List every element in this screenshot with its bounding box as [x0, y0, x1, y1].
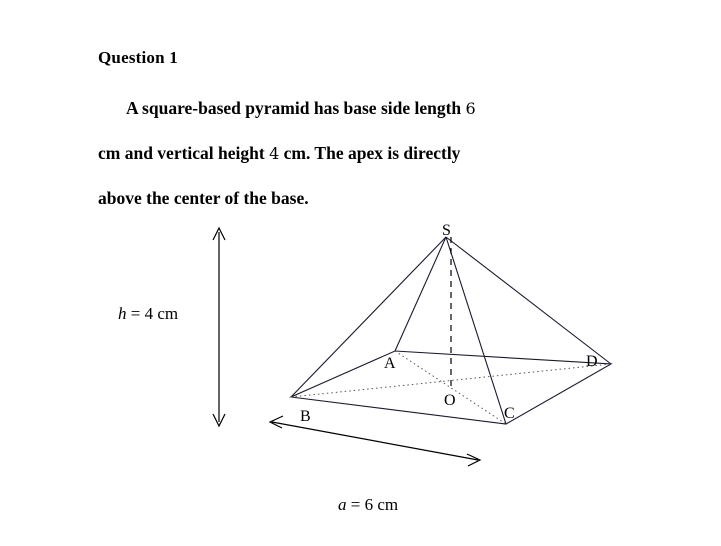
vertex-label-C: C — [504, 405, 515, 422]
base-dimension-label — [338, 495, 398, 515]
vertex-label-B: B — [300, 408, 311, 425]
height-arrow — [213, 228, 225, 426]
question-line2-text: cm and vertical height — [98, 143, 265, 163]
question-title: Question 1 — [98, 48, 178, 67]
height-value: 4 — [269, 144, 280, 163]
height-dimension-label — [118, 304, 178, 324]
base-length-value: 6 — [465, 99, 476, 118]
vertex-label-D: D — [586, 353, 598, 370]
base-equation: = 6 — [350, 495, 374, 514]
height-unit: cm — [157, 304, 179, 323]
base-unit: cm — [377, 495, 399, 514]
base-variable: a — [338, 495, 347, 514]
vertex-label-A: A — [384, 355, 396, 372]
question-line1-text: A square-based pyramid has base side length — [126, 98, 462, 118]
height-equation: = 4 — [130, 304, 154, 323]
question-line3-text: above the center of the base. — [98, 188, 309, 208]
pyramid-diagram-svg — [0, 210, 721, 541]
question-body — [98, 86, 638, 220]
vertex-label-S: S — [442, 222, 451, 239]
height-variable: h — [118, 304, 127, 323]
question-line2-tail: cm. The apex is directly — [283, 143, 461, 163]
pyramid-figure — [0, 210, 721, 541]
vertex-label-O: O — [444, 392, 456, 409]
